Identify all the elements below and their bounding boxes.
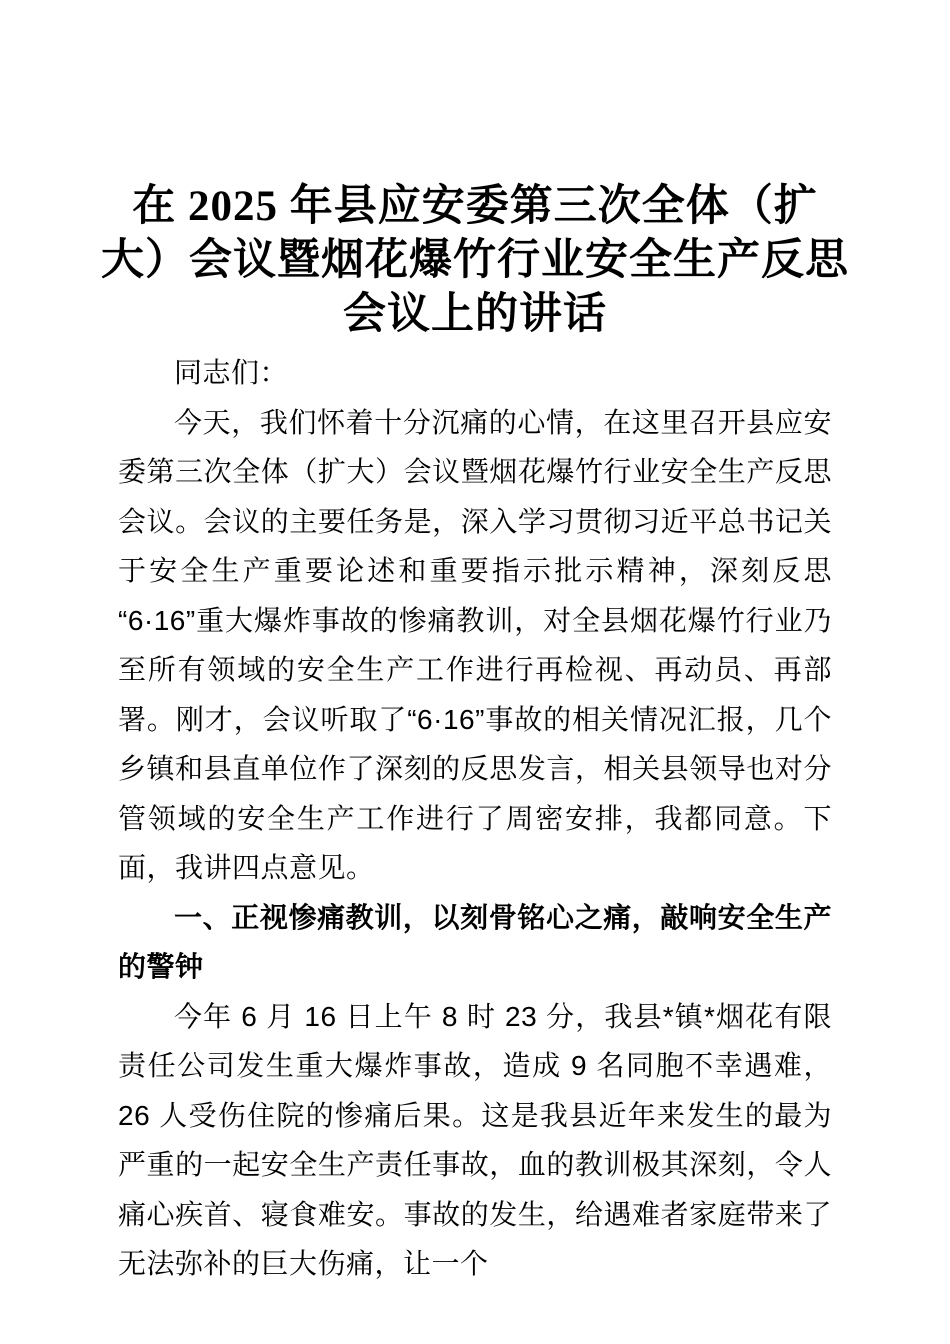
salutation-paragraph: 同志们： [174, 357, 289, 388]
document-body [118, 348, 832, 1289]
title-line-2: 大）会议暨烟花爆竹行业安全生产反思 [101, 237, 849, 284]
incident-paragraph: 今年 6 月 16 日上午 8 时 23 分，我县*镇*烟花有限责任公司发生重大爆炸事故，造成 9 名同胞不幸遇难，26 人受伤住院的惨痛后果。这是我县近年来发生的最为严重的一起安全生产责任事故，血的教训极其深刻，令人痛心疾首、寝食难安。事故的发生，给遇难者家庭带来了无法弥补的巨大伤痛，让一个 [118, 1000, 832, 1279]
section-heading-1: 一、正视惨痛教训，以刻骨铭心之痛，敲响安全生产的警钟 [118, 901, 832, 982]
opening-paragraph: 今天，我们怀着十分沉痛的心情，在这里召开县应安委第三次全体（扩大）会议暨烟花爆竹行业安全生产反思会议。会议的主要任务是，深入学习贯彻习近平总书记关于安全生产重要论述和重要指示批示精神，深刻反思“6·16”重大爆炸事故的惨痛教训，对全县烟花爆竹行业乃至所有领域的安全生产工作进行再检视、再动员、再部署。刚才，会议听取了“6·16”事故的相关情况汇报，几个乡镇和县直单位作了深刻的反思发言，相关县领导也对分管领域的安全生产工作进行了周密安排，我都同意。下面，我讲四点意见。 [118, 406, 832, 883]
title-line-3: 会议上的讲话 [343, 291, 607, 338]
document-title [85, 180, 865, 342]
title-line-1: 在 2025 年县应安委第三次全体（扩 [132, 183, 818, 230]
